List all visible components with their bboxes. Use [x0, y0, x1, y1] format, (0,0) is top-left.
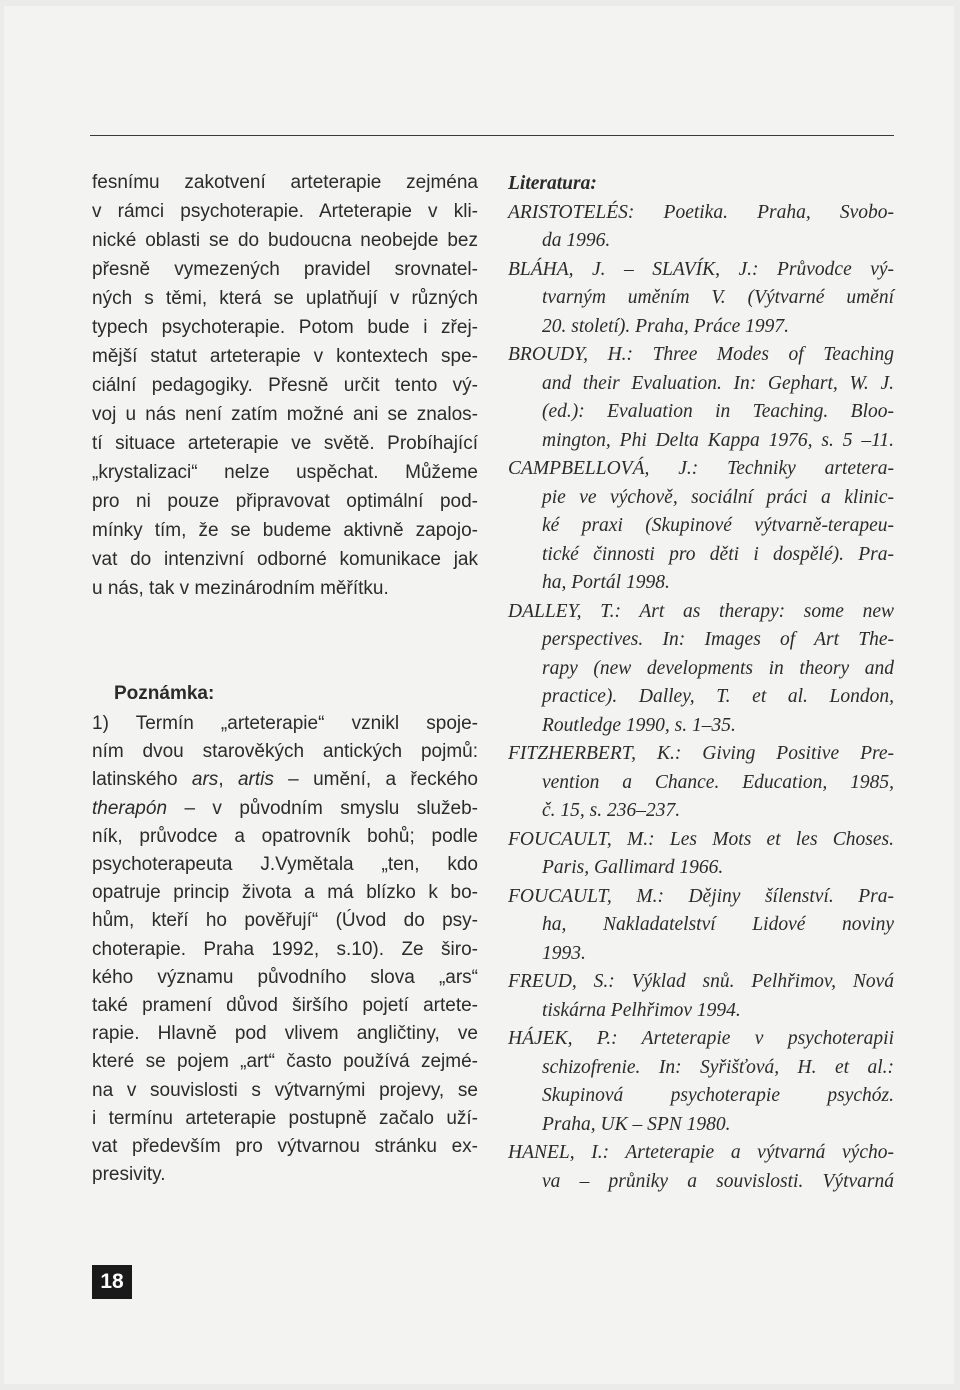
reference-line: ARISTOTELÉS: Poetika. Praha, Svobo-: [508, 201, 894, 223]
text-line: ných s těmi, která se uplatňují v různých: [92, 288, 478, 309]
page-number: 18: [92, 1265, 132, 1299]
reference-line: HANEL, I.: Arteterapie a výtvarná výcho-: [508, 1142, 894, 1163]
reference-line: mington, Phi Delta Kappa 1976, s. 5 –11.: [542, 429, 894, 451]
text-line: u nás, tak v mezinárodním měřítku.: [92, 578, 389, 599]
text-line: fesnímu zakotvení arteterapie zejména: [92, 172, 478, 193]
body-text-left: [92, 168, 478, 603]
reference-line: DALLEY, T.: Art as therapy: some new: [508, 600, 894, 622]
literature-heading: Literatura:: [508, 173, 597, 194]
reference-line: HÁJEK, P.: Arteterapie v psychoterapii: [508, 1028, 894, 1049]
text-line: voj u nás není zatím možné ani se znalos-: [92, 404, 478, 425]
reference-line: schizofrenie. In: Syřišťová, H. et al.:: [542, 1056, 894, 1078]
reference-line: perspectives. In: Images of Art The-: [542, 629, 894, 650]
note-line: opatruje princip života a má blízko k bo-: [92, 882, 478, 904]
reference-line: Praha, UK – SPN 1980.: [542, 1113, 731, 1135]
reference-line: ha, Portál 1998.: [542, 572, 670, 593]
reference-line: pie ve výchově, sociální práci a klinic-: [542, 486, 894, 508]
header-rule: [90, 135, 894, 136]
text-line: tí situace arteterapie ve světě. Probíhající: [92, 433, 478, 454]
reference-line: Skupinová psychoterapie psychóz.: [542, 1085, 894, 1106]
note-line: na v souvislosti s výtvarnými projevy, se: [92, 1079, 478, 1101]
note-line: choterapie. Praha 1992, s.10). Ze širo-: [92, 938, 478, 960]
reference-line: tiskárna Pelhřimov 1994.: [542, 999, 741, 1021]
literature-list: [508, 170, 894, 1196]
reference-line: and their Evaluation. In: Gephart, W. J.: [542, 372, 894, 394]
reference-line: tické činnosti pro děti i dospělé). Pra-: [542, 543, 894, 565]
reference-line: 20. století). Praha, Práce 1997.: [542, 315, 789, 337]
note-line: ním dvou starověkých antických pojmů:: [92, 741, 478, 763]
note-line: therapón – v původním smyslu služeb-: [92, 797, 478, 819]
reference-line: FOUCAULT, M.: Dějiny šílenství. Pra-: [508, 885, 894, 907]
reference-line: Paris, Gallimard 1966.: [542, 857, 724, 878]
reference-line: (ed.): Evaluation in Teaching. Bloo-: [542, 401, 894, 422]
text-line: „krystalizaci“ nelze uspěchat. Můžeme: [92, 462, 478, 483]
text-line: přesně vymezených pravidel srovnatel-: [92, 259, 478, 280]
note-text: [92, 710, 478, 1189]
reference-line: CAMPBELLOVÁ, J.: Techniky artetera-: [508, 458, 894, 479]
reference-line: ké praxi (Skupinové výtvarně-terapeu-: [542, 515, 894, 536]
text-line: mější statut arteterapie v kontextech spe-: [92, 346, 478, 367]
note-heading: Poznámka:: [114, 683, 215, 704]
note-line: psychoterapeuta J.Vymětala „ten, kdo: [92, 854, 478, 876]
text-line: vat do intenzivní odborné komunikace jak: [92, 549, 478, 570]
reference-line: BLÁHA, J. – SLAVÍK, J.: Průvodce vý-: [508, 258, 894, 280]
text-line: nické oblasti se do budoucna neobejde bez: [92, 230, 478, 251]
note-line: také pramení důvod širšího pojetí artete-: [92, 995, 478, 1017]
note-line: latinského ars, artis – umění, a řeckého: [92, 769, 479, 791]
reference-line: rapy (new developments in theory and: [542, 657, 894, 679]
reference-line: č. 15, s. 236–237.: [542, 800, 681, 821]
reference-line: va – průniky a souvislosti. Výtvarná: [542, 1170, 894, 1192]
text-line: pro ni pouze připravovat optimální pod-: [92, 491, 478, 512]
text-line: typech psychoterapie. Potom bude i zřej-: [92, 317, 478, 338]
reference-line: FREUD, S.: Výklad snů. Pelhřimov, Nová: [508, 971, 894, 992]
reference-line: Routledge 1990, s. 1–35.: [542, 714, 736, 736]
note-line: hům, kteří ho pověřují“ (Úvod do psy-: [92, 910, 478, 932]
note-line: 1) Termín „arteterapie“ vznikl spoje-: [92, 713, 478, 734]
note-line: i termínu arteterapie postupně začalo uží-: [92, 1107, 478, 1129]
reference-line: FITZHERBERT, K.: Giving Positive Pre-: [508, 743, 894, 764]
reference-line: practice). Dalley, T. et al. London,: [542, 686, 894, 707]
reference-line: BROUDY, H.: Three Modes of Teaching: [508, 344, 894, 365]
reference-line: vention a Chance. Education, 1985,: [542, 771, 894, 793]
note-line: které se pojem „art“ často používá zejmé-: [92, 1051, 478, 1073]
text-line: v rámci psychoterapie. Arteterapie v kli-: [92, 201, 478, 222]
note-line: ník, průvodce a opatrovník bohů; podle: [92, 825, 478, 847]
text-line: mínky tím, že se budeme aktivně zapojo-: [92, 520, 478, 541]
reference-line: da 1996.: [542, 230, 611, 251]
reference-line: FOUCAULT, M.: Les Mots et les Choses.: [508, 828, 894, 850]
note-line: presivity.: [92, 1164, 166, 1186]
note-line: vat především pro výtvarnou stránku ex-: [92, 1136, 478, 1158]
text-line: ciální pedagogiky. Přesně určit tento vý-: [92, 375, 478, 396]
reference-line: tvarným uměním V. (Výtvarné umění: [542, 287, 894, 308]
note-line: kého významu původního slova „ars“: [92, 966, 478, 988]
note-line: rapie. Hlavně pod vlivem angličtiny, ve: [92, 1023, 478, 1045]
reference-line: 1993.: [542, 942, 586, 964]
reference-line: ha, Nakladatelství Lidové noviny: [542, 914, 894, 935]
